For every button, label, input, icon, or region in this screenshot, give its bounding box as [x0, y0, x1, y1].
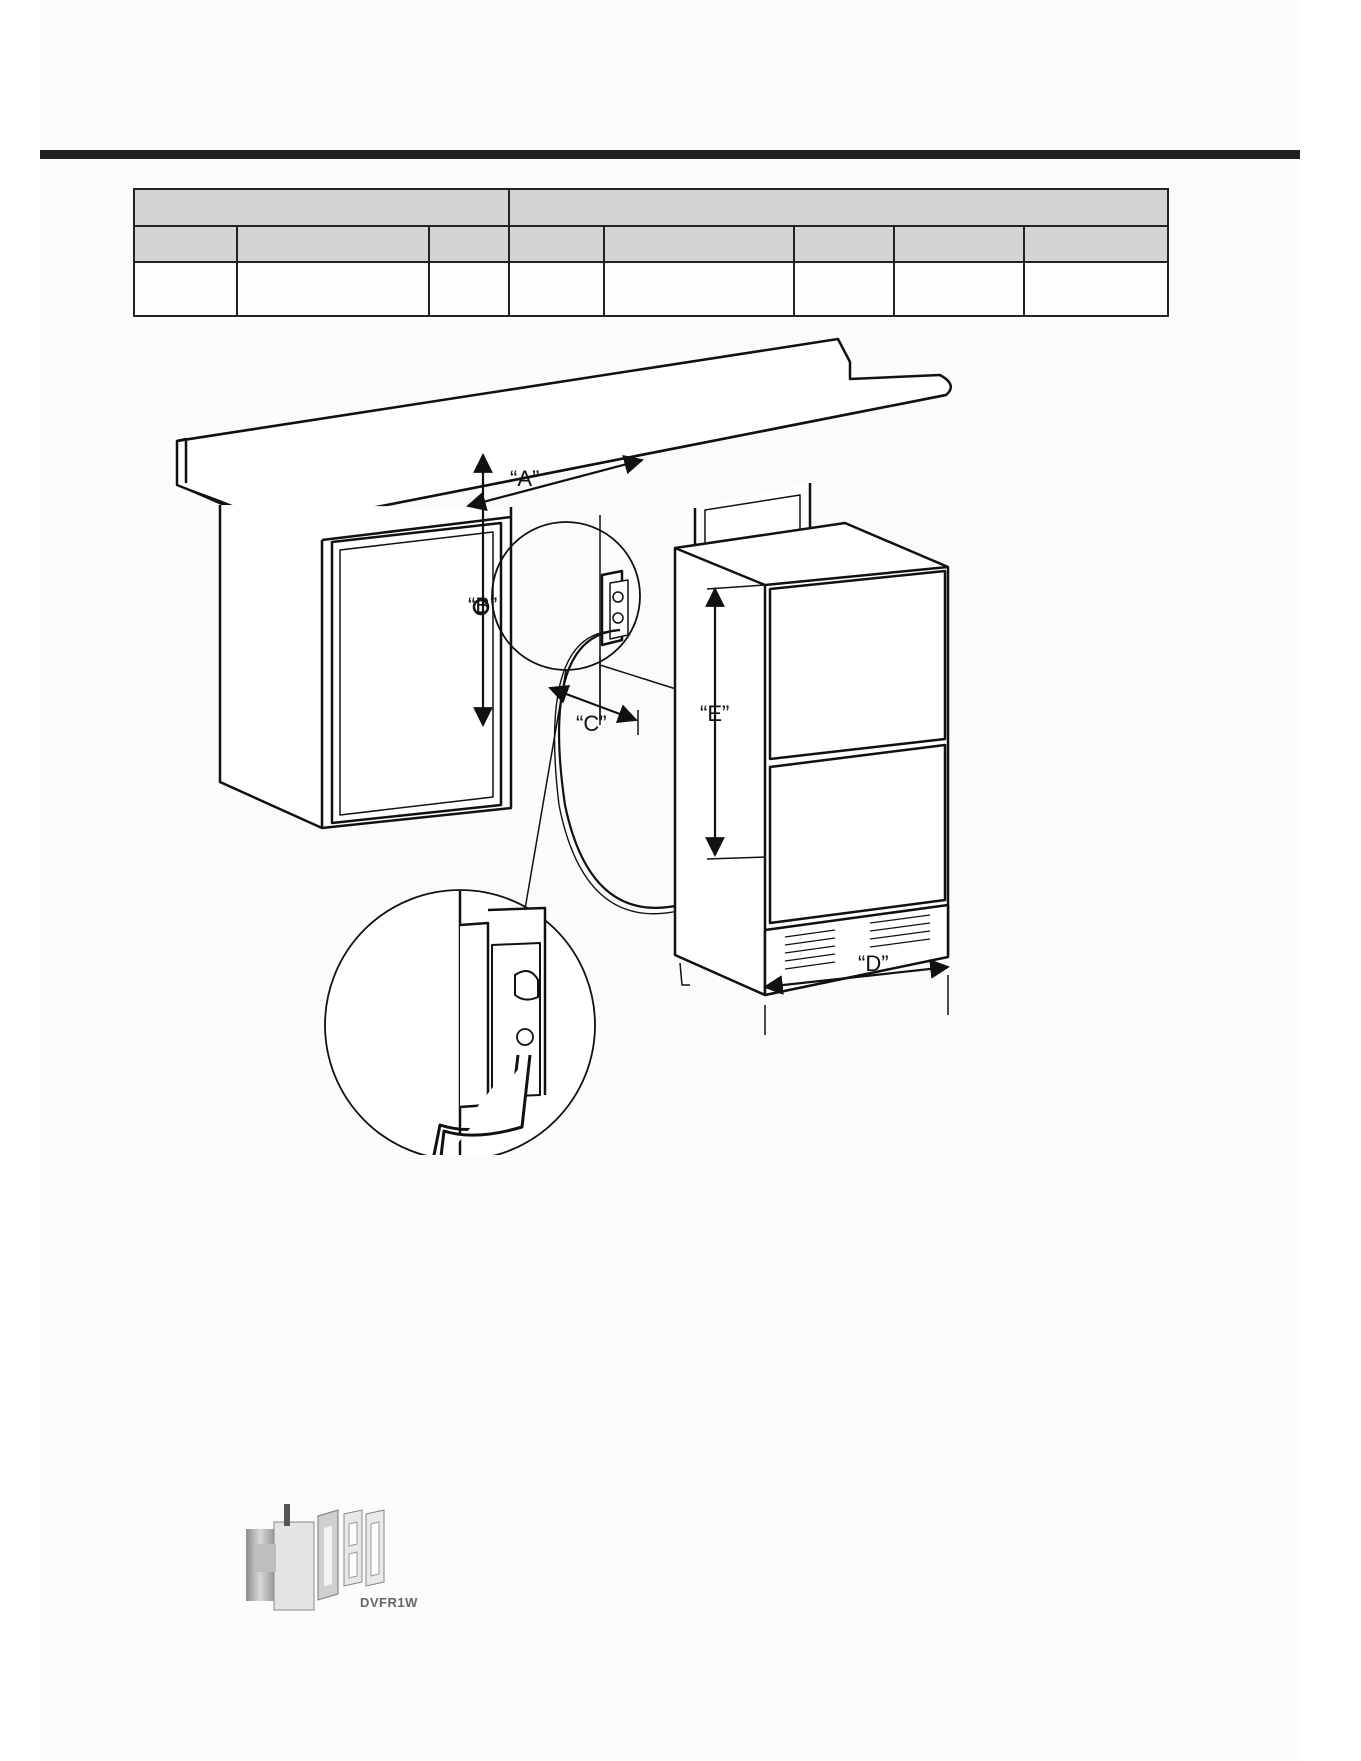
- lower-drawer: [770, 745, 945, 923]
- wall-outlet: [602, 571, 628, 645]
- table-cell: [1024, 262, 1168, 316]
- left-cabinet-door: [332, 523, 501, 823]
- dimension-d-label: “D”: [858, 951, 889, 976]
- table-cell: [134, 262, 237, 316]
- table-column-header: [604, 226, 794, 262]
- table-cell: [429, 262, 509, 316]
- table-column-header: [429, 226, 509, 262]
- table-column-header: [794, 226, 894, 262]
- dimension-e-label: “E”: [700, 701, 730, 726]
- dimension-b-label: “B”: [468, 593, 498, 618]
- table-cell: [509, 262, 604, 316]
- kit-model-label: DVFR1W: [360, 1595, 418, 1610]
- table-column-header: [1024, 226, 1168, 262]
- installation-diagram-svg: [170, 335, 1295, 1155]
- dimension-c-label: “C”: [576, 711, 607, 736]
- table-cell: [237, 262, 429, 316]
- header-rule: [40, 150, 1300, 159]
- spec-table: [133, 188, 1169, 317]
- dimension-a-label: “A”: [510, 466, 540, 491]
- table-column-header: [134, 226, 237, 262]
- table-column-header: [509, 226, 604, 262]
- installation-diagram: [170, 335, 1295, 1155]
- table-cell: [794, 262, 894, 316]
- table-column-header: [894, 226, 1024, 262]
- table-cell: [894, 262, 1024, 316]
- upper-drawer: [770, 571, 945, 759]
- table-group-header: [509, 189, 1168, 226]
- table-group-header: [134, 189, 509, 226]
- table-column-header: [237, 226, 429, 262]
- countertop: [177, 339, 951, 527]
- table-cell: [604, 262, 794, 316]
